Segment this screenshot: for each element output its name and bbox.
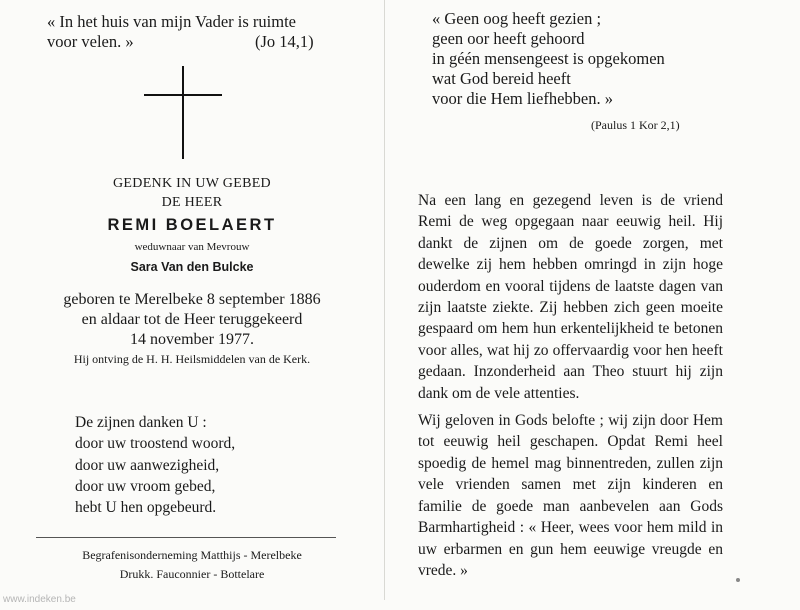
thanks-line: door uw vroom gebed,	[75, 477, 216, 495]
scripture-quote-left	[47, 12, 314, 52]
quote-line: geen oor heeft gehoord	[432, 29, 585, 48]
quote-line: in géén mensengeest is opgekomen	[432, 49, 665, 68]
thanks-line: door uw troostend woord,	[75, 435, 236, 453]
life-dates-line: en aldaar tot de Heer teruggekeerd	[81, 311, 303, 328]
undertaker-line: Drukk. Fauconnier - Bottelare	[119, 567, 265, 581]
quote-line: wat God bereid heeft	[432, 69, 571, 88]
quote-line: « In het huis van mijn Vader is ruimte	[47, 12, 296, 31]
life-dates-line: 14 november 1977.	[130, 331, 254, 348]
watermark: www.indeken.be	[3, 594, 76, 605]
life-dates-line: geboren te Merelbeke 8 september 1886	[63, 291, 321, 308]
quote-reference: (Jo 14,1)	[255, 32, 314, 51]
thanks-line: hebt U hen opgebeurd.	[75, 499, 217, 517]
print-speck	[736, 578, 740, 582]
memorial-text	[418, 190, 723, 587]
fold-line	[384, 0, 385, 600]
life-dates	[0, 290, 384, 350]
deceased-name: REMI BOELAERT	[107, 216, 277, 234]
quote-reference: (Paulus 1 Kor 2,1)	[591, 118, 680, 132]
undertaker-line: Begrafenisonderneming Matthijs - Merelbeke	[82, 548, 302, 562]
widower-label: weduwnaar van Mevrouw	[134, 241, 250, 253]
memorial-paragraph: Wij geloven in Gods belofte ; wij zijn door Hem tot eeuwig heil geschapen. Opdat Remi heel spoedig de hemel mag binnentreden, zullen zijn vele vrienden samen met zijn kinderen en familie de goede man aanbevelen aan Gods Barmhartigheid : « Heer, wees voor hem mild in uw erbarmen en gun hem eeuwige vreugde en vrede. »	[418, 412, 723, 579]
sacraments-note: Hij ontving de H. H. Heilsmiddelen van de Kerk.	[73, 352, 311, 366]
quote-line: « Geen oog heeft gezien ;	[432, 9, 602, 28]
thanks-line: De zijnen danken U :	[75, 414, 207, 431]
title-heading: DE HEER	[161, 195, 223, 210]
spouse-name: Sara Van den Bulcke	[130, 260, 254, 274]
undertaker-info	[0, 546, 384, 584]
quote-line: voor die Hem liefhebben. »	[432, 89, 613, 108]
thanks-verse	[75, 412, 235, 518]
thanks-line: door uw aanwezigheid,	[75, 456, 220, 474]
scripture-quote-right	[432, 9, 665, 109]
footer-divider	[36, 537, 336, 538]
quote-line: voor velen. »	[47, 32, 134, 51]
remember-heading: GEDENK IN UW GEBED	[113, 176, 271, 191]
memorial-paragraph: Na een lang en gezegend leven is de vriend Remi de weg opgegaan naar eeuwig heil. Hij dankt de zijnen om de goede zorgen, met dewelke zij hem hebben omringd in zijn hoge ouderdom en vooral tijdens de laatste dagen van zijn laatste ziekte. Zij hebben zich geen moeite gespaard om hem hun erkentelijkheid te betonen voor alles, wat hij zo offervaardig voor hen heeft gedaan. Inzonderheid aan Theo stuurt hij zijn dank om de vele attenties.	[418, 192, 723, 402]
